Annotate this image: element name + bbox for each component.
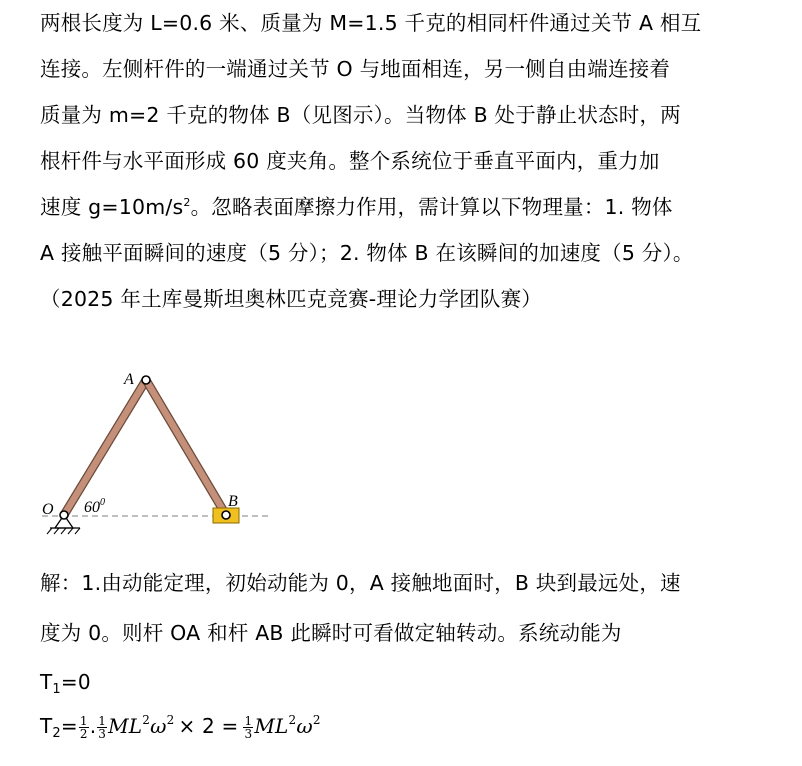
rod-OA-fill (64, 380, 146, 515)
problem-line-1: 两根长度为 L=0.6 米、质量为 M=1.5 千克的相同杆件通过关节 A 相互 (40, 11, 702, 35)
joint-A (142, 376, 150, 384)
fraction-denominator: 2 (79, 727, 88, 741)
result-ML-exp: 2 (288, 713, 297, 727)
label-B: B (228, 493, 238, 510)
gravity-unit-exponent: 2 (183, 196, 191, 209)
times-two: × 2 = (178, 714, 239, 738)
joint-B (222, 511, 230, 519)
result-ML2 (254, 714, 320, 738)
t1-symbol: T (40, 670, 53, 694)
joint-O (60, 511, 68, 519)
term-omega: ω (150, 714, 167, 738)
equation-t1 (40, 660, 780, 704)
term-ML2 (108, 714, 174, 738)
problem-line-5-start: 速度 g=10m/s (40, 195, 184, 219)
problem-line-5-rest: 。忽略表面摩擦力作用，需计算以下物理量：1. 物体 (190, 195, 673, 219)
fraction-third (97, 715, 107, 740)
label-O: O (42, 501, 54, 518)
term-ML-exp: 2 (142, 713, 151, 727)
hatch-3 (61, 528, 66, 534)
equation-t2 (40, 704, 780, 748)
term-ML: ML (108, 714, 143, 738)
angle-label (84, 497, 105, 516)
t2-equals: = (60, 714, 78, 738)
angle-degree: 0 (100, 497, 105, 508)
problem-line-4: 根杆件与水平面形成 60 度夹角。整个系统位于垂直平面内，重力加 (40, 149, 660, 173)
problem-line-6: A 接触平面瞬间的速度（5 分）；2. 物体 B 在该瞬间的加速度（5 分）。 (40, 241, 694, 265)
t2-dot: . (89, 714, 97, 738)
fraction-half (79, 715, 89, 740)
label-A: A (124, 371, 134, 388)
t1-value: =0 (60, 670, 91, 694)
problem-text (40, 0, 780, 322)
problem-line-3: 质量为 m=2 千克的物体 B（见图示）。当物体 B 处于静止状态时，两 (40, 103, 681, 127)
mechanism-diagram (40, 368, 280, 538)
fraction-denominator: 3 (244, 727, 253, 741)
t2-symbol: T (40, 714, 53, 738)
angle-value: 60 (84, 499, 100, 516)
result-ML: ML (254, 714, 289, 738)
fraction-denominator: 3 (98, 727, 107, 741)
problem-line-5 (40, 184, 780, 230)
solution-line-1: 解：1.由动能定理，初始动能为 0，A 接触地面时，B 块到最远处，速 (40, 571, 681, 595)
solution-line-2: 度为 0。则杆 OA 和杆 AB 此瞬时可看做定轴转动。系统动能为 (40, 621, 622, 645)
t2-subscript: 2 (52, 726, 61, 741)
problem-line-7: （2025 年土库曼斯坦奥林匹克竞赛-理论力学团队赛） (40, 287, 542, 311)
result-omega: ω (296, 714, 313, 738)
problem-line-2: 连接。左侧杆件的一端通过关节 O 与地面相连，另一侧自由端连接着 (40, 57, 671, 81)
result-omega-exp: 2 (312, 713, 321, 727)
hatch-2 (54, 528, 59, 534)
fraction-third-result (243, 715, 253, 740)
hatch-5 (75, 528, 80, 534)
term-omega-exp: 2 (166, 713, 175, 727)
fraction-numerator: 1 (79, 714, 88, 728)
fraction-numerator: 1 (98, 714, 107, 728)
t1-subscript: 1 (52, 682, 61, 697)
hatch-4 (68, 528, 73, 534)
fraction-numerator: 1 (244, 714, 253, 728)
mechanism-figure (40, 368, 280, 538)
rod-AB-fill (146, 380, 226, 515)
hatch-1 (47, 528, 52, 534)
solution-text (40, 560, 780, 748)
